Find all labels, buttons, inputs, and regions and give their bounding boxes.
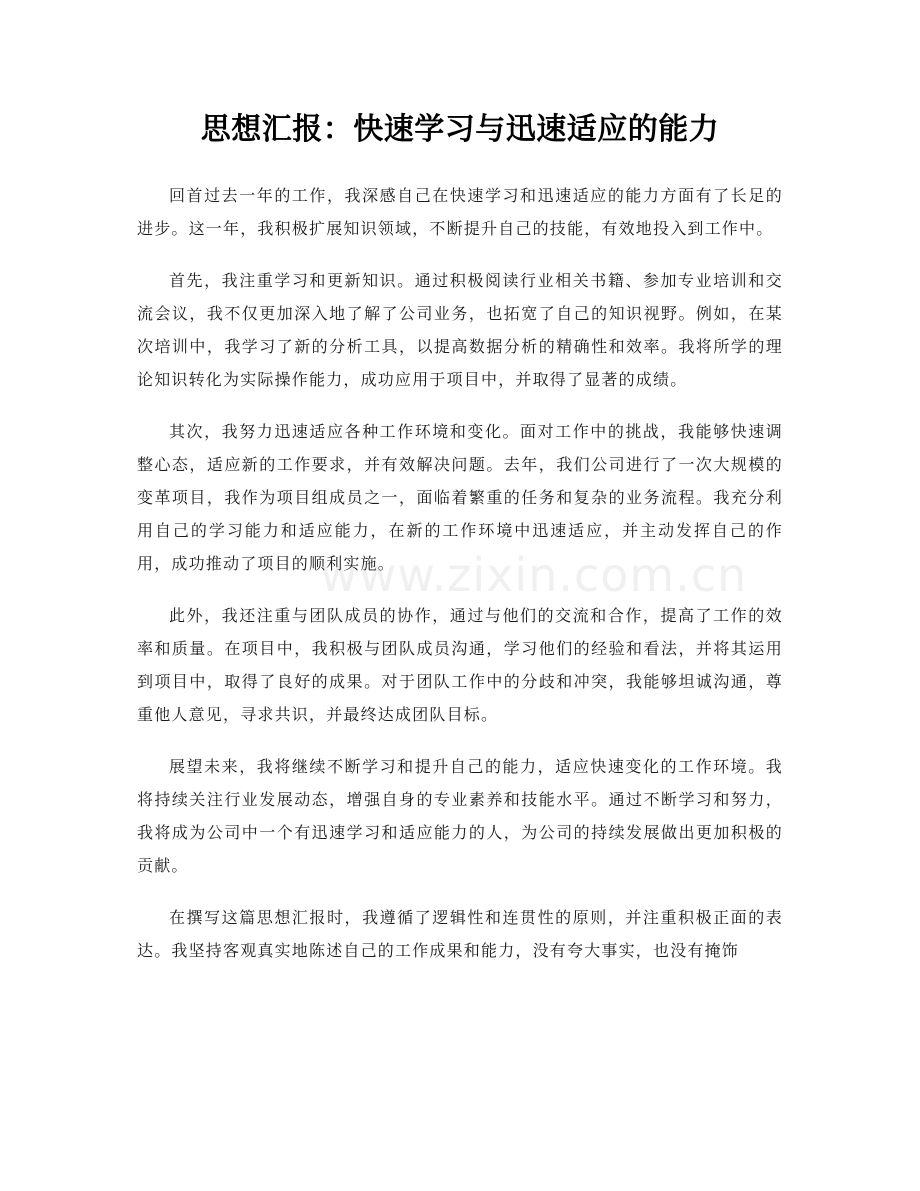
watermark: www.zixin.com.cn bbox=[320, 548, 748, 602]
paragraph-teamwork: 此外，我还注重与团队成员的协作，通过与他们的交流和合作，提高了工作的效率和质量。在项目中，我积极与团队成员沟通，学习他们的经验和看法，并将其运用到项目中，取得了良好的成果。对于团队工作中的分歧和冲突，我能够坦诚沟通，尊重他人意见，寻求共识，并最终达成团队目标。 bbox=[137, 606, 783, 724]
document-title: 思想汇报：快速学习与迅速适应的能力 bbox=[200, 112, 720, 147]
paragraph-learning: 首先，我注重学习和更新知识。通过积极阅读行业相关书籍、参加专业培训和交流会议，我不仅更加深入地了解了公司业务，也拓宽了自己的知识视野。例如，在某次培训中，我学习了新的分析工具，以提高数据分析的精确性和效率。我将所学的理论知识转化为实际操作能力，成功应用于项目中，并取得了显著的成绩。 bbox=[137, 271, 783, 389]
paragraph-outlook: 展望未来，我将继续不断学习和提升自己的能力，适应快速变化的工作环境。我将持续关注行业发展动态，增强自身的专业素养和技能水平。通过不断学习和努力，我将成为公司中一个有迅速学习和适应能力的人，为公司的持续发展做出更加积极的贡献。 bbox=[137, 757, 783, 875]
paragraph-intro: 回首过去一年的工作，我深感自己在快速学习和迅速适应的能力方面有了长足的进步。这一年，我积极扩展知识领域，不断提升自己的技能，有效地投入到工作中。 bbox=[137, 186, 783, 238]
paragraph-writing-note: 在撰写这篇思想汇报时，我遵循了逻辑性和连贯性的原则，并注重积极正面的表达。我坚持客观真实地陈述自己的工作成果和能力，没有夸大事实，也没有掩饰 bbox=[137, 908, 783, 960]
paragraph-adapting: 其次，我努力迅速适应各种工作环境和变化。面对工作中的挑战，我能够快速调整心态，适应新的工作要求，并有效解决问题。去年，我们公司进行了一次大规模的变革项目，我作为项目组成员之一，面临着繁重的任务和复杂的业务流程。我充分利用自己的学习能力和适应能力，在新的工作环境中迅速适应，并主动发挥自己的作用，成功推动了项目的顺利实施。 bbox=[137, 422, 783, 573]
